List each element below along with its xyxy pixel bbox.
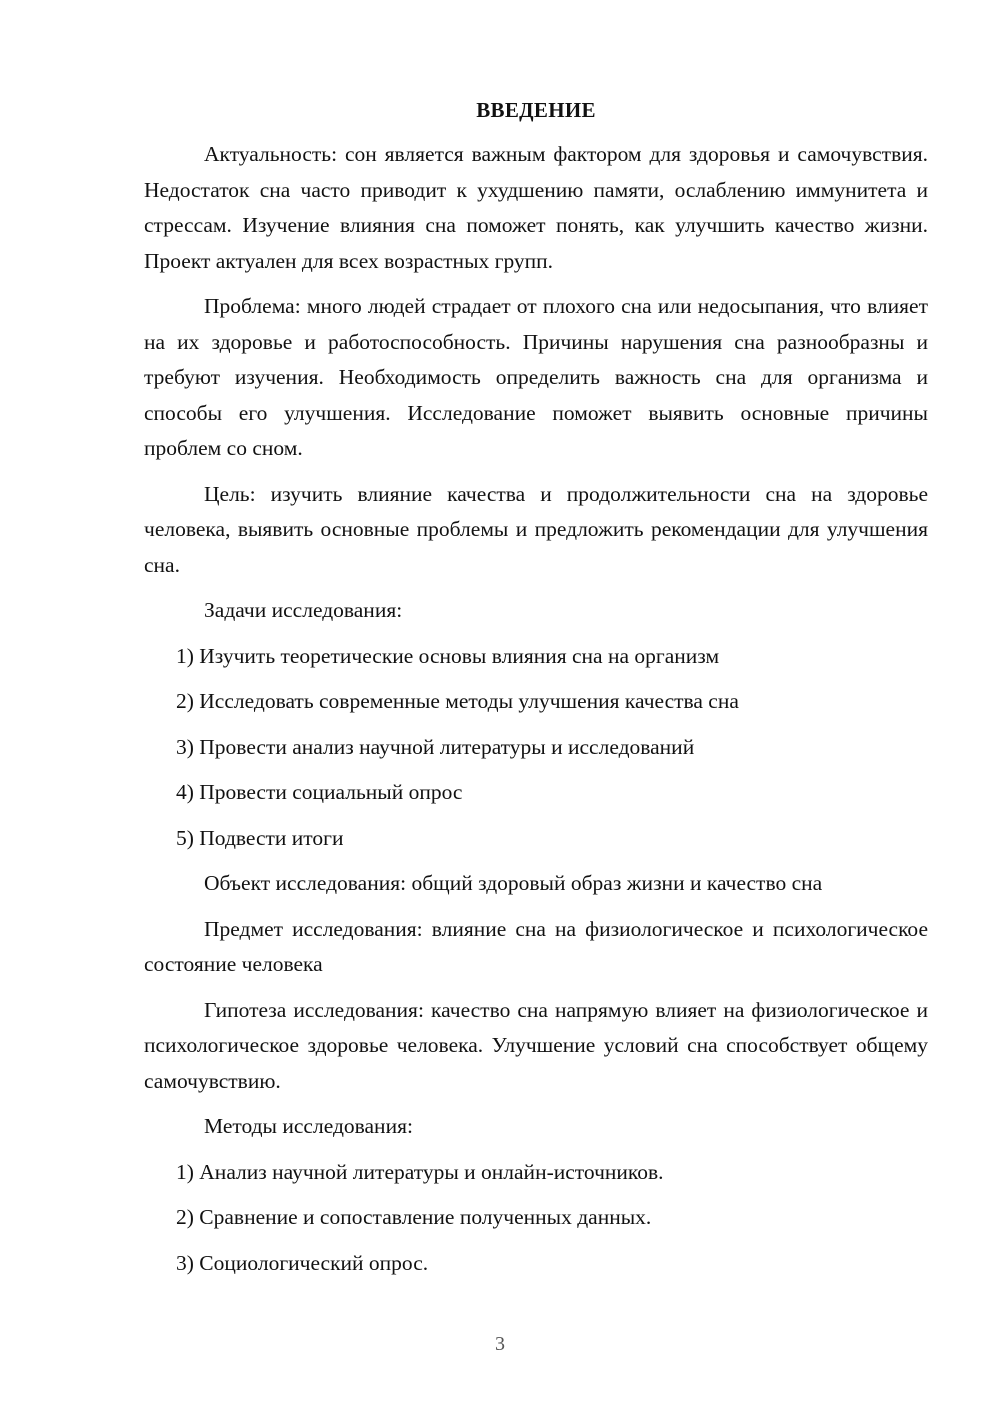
task-item: 5) Подвести итоги: [176, 825, 344, 850]
relevance-paragraph: Актуальность: сон является важным фактором для здоровья и самочувствия. Недостаток сна часто приводит к ухудшению памяти, ослаблению иммунитета и стрессам. Изучение влияния сна поможет понять, как улучшить качество жизни. Проект актуален для всех возрастных групп.: [144, 142, 928, 273]
method-item: 3) Социологический опрос.: [176, 1250, 429, 1275]
method-item: 1) Анализ научной литературы и онлайн-источников.: [176, 1159, 664, 1184]
task-item: 1) Изучить теоретические основы влияния сна на организм: [176, 643, 720, 668]
page-number: 3: [495, 1333, 505, 1355]
task-item: 2) Исследовать современные методы улучшения качества сна: [176, 689, 739, 713]
hypothesis-paragraph: Гипотеза исследования: качество сна напрямую влияет на физиологическое и психологическое здоровье человека. Улучшение условий сна способствует общему самочувствию.: [144, 997, 928, 1093]
problem-paragraph: Проблема: много людей страдает от плохого сна или недосыпания, что влияет на их здоровье и работоспособность. Причины нарушения сна разнообразны и требуют изучения. Необходимость определить важность сна для организма и способы его улучшения. Исследование поможет выявить основные причины проблем со сном.: [144, 294, 928, 460]
task-item: 3) Провести анализ научной литературы и исследований: [176, 734, 695, 759]
object-paragraph: Объект исследования: общий здоровый образ жизни и качество сна: [204, 871, 823, 895]
page-content: [144, 95, 928, 1291]
methods-label: Методы исследования:: [204, 1114, 413, 1138]
section-title: ВВЕДЕНИЕ: [476, 98, 596, 122]
tasks-label: Задачи исследования:: [204, 598, 403, 622]
goal-paragraph: Цель: изучить влияние качества и продолжительности сна на здоровье человека, выявить основные проблемы и предложить рекомендации для улучшения сна.: [144, 481, 928, 577]
method-item: 2) Сравнение и сопоставление полученных данных.: [176, 1205, 652, 1229]
subject-paragraph: Предмет исследования: влияние сна на физиологическое и психологическое состояние человека: [144, 916, 928, 976]
task-item: 4) Провести социальный опрос: [176, 780, 463, 804]
